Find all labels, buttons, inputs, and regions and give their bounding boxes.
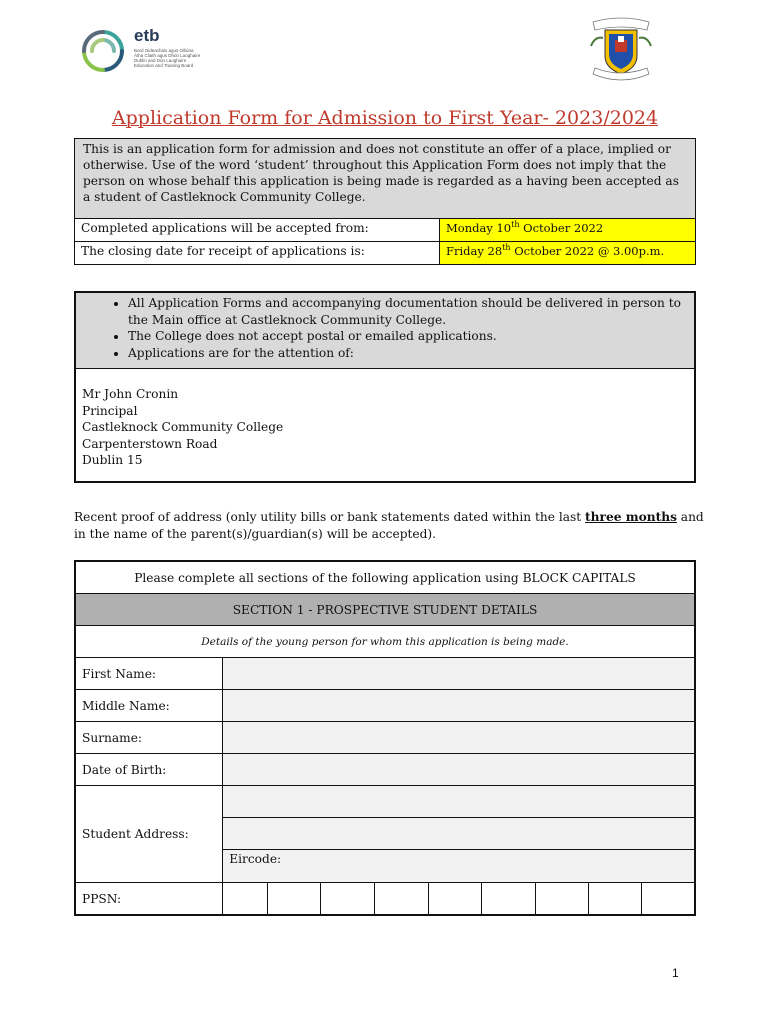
ppsn-char-box[interactable] <box>321 883 375 916</box>
page-title: Application Form for Admission to First Year- 2023/2024 <box>111 107 659 129</box>
middle-name-label: Middle Name: <box>75 690 223 722</box>
college-crest-icon <box>585 16 657 86</box>
principal-address <box>76 369 694 469</box>
etb-subtitle-line: Bord Oideachais agus Oiliúna <box>134 48 194 53</box>
etb-subtitle-line: Átha Cliath agus Dhún Laoghaire <box>134 53 201 58</box>
section-1-form <box>74 560 696 916</box>
middle-name-field[interactable] <box>223 690 695 722</box>
etb-swirl-icon <box>80 28 126 74</box>
address-line: Principal <box>82 403 138 418</box>
closing-label: The closing date for receipt of applications is: <box>75 242 440 265</box>
surname-field[interactable] <box>223 722 695 754</box>
surname-label: Surname: <box>75 722 223 754</box>
address-label: Student Address: <box>75 786 223 883</box>
address-line: Dublin 15 <box>82 453 143 467</box>
address-line: Mr John Cronin <box>82 387 179 401</box>
etb-wordmark: etb <box>134 26 160 45</box>
etb-logo <box>80 26 220 76</box>
address-line-2-field[interactable] <box>223 818 695 850</box>
ppsn-char-box[interactable] <box>535 883 588 916</box>
delivery-instructions <box>76 293 694 369</box>
accept-label: Completed applications will be accepted from: <box>75 219 440 242</box>
dob-label: Date of Birth: <box>75 754 223 786</box>
ppsn-char-box[interactable] <box>481 883 535 916</box>
delivery-box <box>74 291 696 483</box>
etb-subtitle-line: Education and Training Board <box>134 63 194 68</box>
ppsn-char-box[interactable] <box>428 883 481 916</box>
ppsn-char-box[interactable] <box>375 883 428 916</box>
ppsn-label: PPSN: <box>75 883 223 916</box>
address-line-1-field[interactable] <box>223 786 695 818</box>
accept-date: Monday 10th October 2022 <box>440 219 696 242</box>
delivery-bullet: • The College does not accept postal or emailed applications. <box>128 328 690 345</box>
address-line: Carpenterstown Road <box>82 436 218 451</box>
closing-date: Friday 28th October 2022 @ 3.00p.m. <box>440 242 696 265</box>
eircode-label: Eircode: <box>229 852 282 866</box>
intro-table <box>74 138 696 265</box>
section-1-note: Details of the young person for whom this application is being made. <box>75 626 695 658</box>
page-number: 1 <box>672 966 679 980</box>
section-1-heading: SECTION 1 - PROSPECTIVE STUDENT DETAILS <box>75 594 695 626</box>
delivery-bullet: • Applications are for the attention of: <box>128 345 690 362</box>
dob-field[interactable] <box>223 754 695 786</box>
ppsn-char-box[interactable] <box>268 883 321 916</box>
delivery-bullet: • All Application Forms and accompanying documentation should be delivered in person to the Main office at Castleknock Community College. <box>128 295 690 328</box>
ppsn-char-box[interactable] <box>223 883 268 916</box>
eircode-field[interactable] <box>223 850 695 883</box>
etb-subtitle-line: Dublin and Dún Laoghaire <box>134 58 187 63</box>
ppsn-char-box[interactable] <box>641 883 695 916</box>
first-name-label: First Name: <box>75 658 223 690</box>
form-instruction: Please complete all sections of the following application using BLOCK CAPITALS <box>75 561 695 594</box>
first-name-field[interactable] <box>223 658 695 690</box>
ppsn-char-box[interactable] <box>588 883 641 916</box>
address-line: Castleknock Community College <box>82 420 284 434</box>
intro-text: This is an application form for admission and does not constitute an offer of a place, implied or otherwise. Use of the word ‘student’ throughout this Application Form does not imply that the person on whose behalf this application is being made is regarded as a having been accepted as a student of Castleknock Community College. <box>75 139 696 219</box>
proof-of-address-note: Recent proof of address (only utility bills or bank statements dated within the last three months and in the name of the parent(s)/guardian(s) will be accepted). <box>74 510 704 541</box>
